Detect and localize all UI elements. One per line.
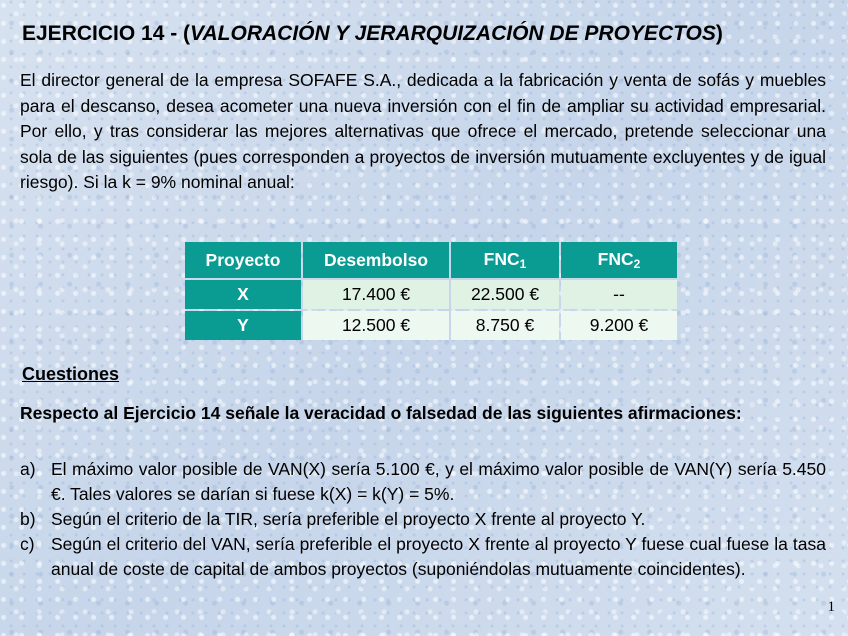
header-fnc2 [561, 242, 677, 278]
cell-desembolso: 17.400 € [303, 280, 449, 309]
header-fnc2-subscript: 2 [633, 257, 641, 271]
cell-proyecto: Y [185, 311, 301, 340]
table-row [185, 280, 677, 309]
page-number: 1 [827, 599, 835, 615]
table-row [185, 311, 677, 340]
question-text: Respecto al Ejercicio 14 señale la veracidad o falsedad de las siguientes afirmaciones: [20, 403, 742, 423]
cell-fnc1: 8.750 € [451, 311, 559, 340]
header-fnc2-label: FNC [597, 249, 634, 269]
option-text: El máximo valor posible de VAN(X) sería 5.100 €, y el máximo valor posible de VAN(Y) sería 5.450 €. Tales valores se darían si fuese k(X) = k(Y) = 5%. [51, 459, 826, 504]
header-fnc1-subscript: 1 [519, 257, 527, 271]
cell-proyecto: X [185, 280, 301, 309]
projects-table [183, 240, 679, 342]
list-item [20, 457, 826, 507]
options-list [20, 457, 826, 582]
cell-fnc2: 9.200 € [561, 311, 677, 340]
header-fnc1 [451, 242, 559, 278]
option-letter: c) [20, 534, 35, 554]
header-fnc1-label: FNC [483, 249, 520, 269]
table-header-row [185, 242, 677, 278]
list-item [20, 532, 826, 582]
title-suffix: ) [715, 22, 723, 45]
option-text: Según el criterio de la TIR, sería preferible el proyecto X frente al proyecto Y. [51, 509, 646, 529]
option-letter: b) [20, 509, 36, 529]
header-proyecto: Proyecto [185, 242, 301, 278]
title-prefix: EJERCICIO 14 - ( [22, 22, 191, 45]
title-subject: VALORACIÓN Y JERARQUIZACIÓN DE PROYECTOS [190, 22, 716, 45]
option-text: Según el criterio del VAN, sería preferible el proyecto X frente al proyecto Y fuese cual fuese la tasa anual de coste de capital de ambos proyectos (suponiéndolas mutuamente coincidentes). [51, 534, 826, 579]
page-title [22, 22, 822, 46]
option-letter: a) [20, 459, 36, 479]
cell-fnc2: -- [561, 280, 677, 309]
section-title: Cuestiones [22, 364, 120, 384]
list-item [20, 507, 826, 532]
intro-paragraph: El director general de la empresa SOFAFE S.A., dedicada a la fabricación y venta de sofás y muebles para el descanso, desea acometer una nueva inversión con el fin de ampliar su actividad empresarial. Por ello, y tras considerar las mejores alternativas que ofrece el mercado, pretende seleccionar una sola de las siguientes (pues corresponden a proyectos de inversión mutuamente excluyentes y de igual riesgo). Si la k = 9% nominal anual: [20, 70, 826, 192]
cell-desembolso: 12.500 € [303, 311, 449, 340]
header-desembolso: Desembolso [303, 242, 449, 278]
cell-fnc1: 22.500 € [451, 280, 559, 309]
